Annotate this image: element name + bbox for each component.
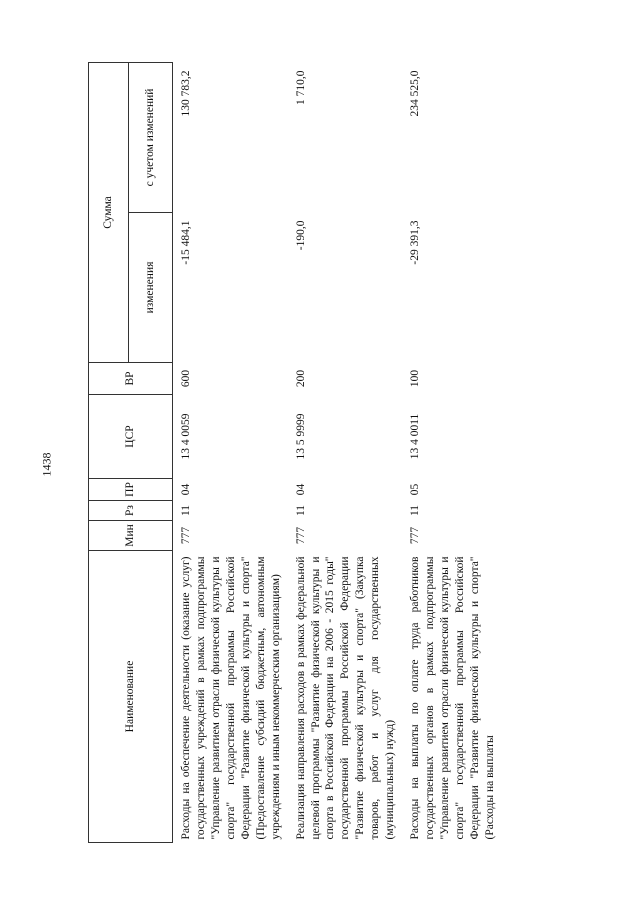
header-pr: ПР bbox=[89, 479, 173, 501]
row-vr: 200 bbox=[294, 369, 307, 388]
table-row bbox=[173, 62, 288, 842]
row-total: 130 783,2 bbox=[180, 70, 192, 117]
row-total: 234 525,0 bbox=[409, 70, 422, 117]
header-min: Мин bbox=[89, 521, 173, 551]
row-min: 777 bbox=[409, 526, 422, 545]
header-rz: Рз bbox=[89, 501, 173, 521]
row-vr: 100 bbox=[409, 369, 422, 388]
header-with-change: с учетом изменений bbox=[129, 62, 173, 212]
row-csr: 13 4 0011 bbox=[409, 413, 422, 460]
row-rz: 11 bbox=[409, 504, 422, 517]
row-pr: 04 bbox=[180, 483, 192, 496]
table-row bbox=[288, 62, 403, 842]
row-min: 777 bbox=[180, 526, 192, 545]
row-pr: 05 bbox=[409, 483, 422, 496]
budget-table-rotated bbox=[88, 63, 588, 843]
budget-table bbox=[88, 62, 502, 843]
row-rz: 11 bbox=[294, 504, 307, 517]
row-name: Реализация направления расходов в рамках федеральной целевой программы "Развитие физической культуры и спорта в Российской Федерации на 2006 - 2015 годы" государственной программы Российской Федерации "Развитие физической культуры и спорта" (Закупка товаров, работ и услуг для государственных (муниципальных) нужд) bbox=[294, 556, 397, 840]
row-vr: 600 bbox=[180, 369, 192, 388]
page-number: 1438 bbox=[39, 452, 54, 476]
row-change: -15 484,1 bbox=[180, 220, 192, 265]
row-name: Расходы на выплаты по оплате труда работников государственных органов в рамках подпрограммы "Управление развитием отрасли физической культуры и спорта" государственной программы Российской Федерации "Развитие физической культуры и спорта" (Расходы на выплаты bbox=[409, 556, 496, 840]
row-min: 777 bbox=[294, 526, 307, 545]
row-change: -29 391,3 bbox=[409, 220, 422, 265]
row-total: 1 710,0 bbox=[294, 70, 307, 105]
row-name: Расходы на обеспечение деятельности (оказание услуг) государственных учреждений в рамках подпрограммы "Управление развитием отрасли физической культуры и спорта" государственной программы Российской Федерации "Развитие физической культуры и спорта" (Предоставление субсидий бюджетным, автономным учреждениям и иным некоммерческим организациям) bbox=[180, 556, 282, 840]
row-pr: 04 bbox=[294, 483, 307, 496]
header-change: изменения bbox=[129, 213, 173, 363]
row-rz: 11 bbox=[180, 504, 192, 517]
row-change: -190,0 bbox=[294, 220, 307, 251]
header-csr: ЦСР bbox=[89, 395, 173, 479]
header-sum: Сумма bbox=[89, 62, 129, 362]
table-row bbox=[402, 62, 502, 842]
row-csr: 13 4 0059 bbox=[180, 413, 192, 460]
header-name: Наименование bbox=[89, 551, 173, 843]
row-csr: 13 5 9999 bbox=[294, 413, 307, 460]
header-vr: ВР bbox=[89, 363, 173, 395]
